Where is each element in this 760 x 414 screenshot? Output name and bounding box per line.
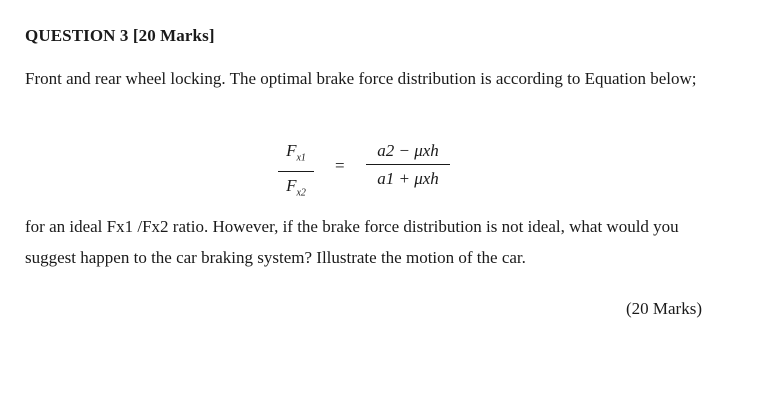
question-intro: Front and rear wheel locking. The optimal brake force distribution is according to Equation below; [25,69,697,88]
marks-label: (20 Marks) [625,299,702,318]
question-heading: QUESTION 3 [20 Marks] [25,26,215,45]
equation-lhs-fraction [278,140,314,205]
equation-lhs-numerator: $F_{x1}$ [286,141,306,164]
equation-lhs-denominator: $F_{x2}$ [286,176,306,199]
equation-rhs-denominator: a1 + μxh [377,169,439,188]
fraction-bar [278,171,314,172]
equation-rhs-fraction [366,140,450,190]
brake-distribution-equation [278,140,478,200]
equation-rhs-numerator: a2 − μxh [377,141,439,160]
question-body: for an ideal Fx1 /Fx2 ratio. However, if the brake force distribution is not ideal, what would you suggest happen to the car braking system? Illustrate the motion of the car. [25,217,679,267]
fraction-bar [366,164,450,165]
equals-sign: = [335,156,345,175]
